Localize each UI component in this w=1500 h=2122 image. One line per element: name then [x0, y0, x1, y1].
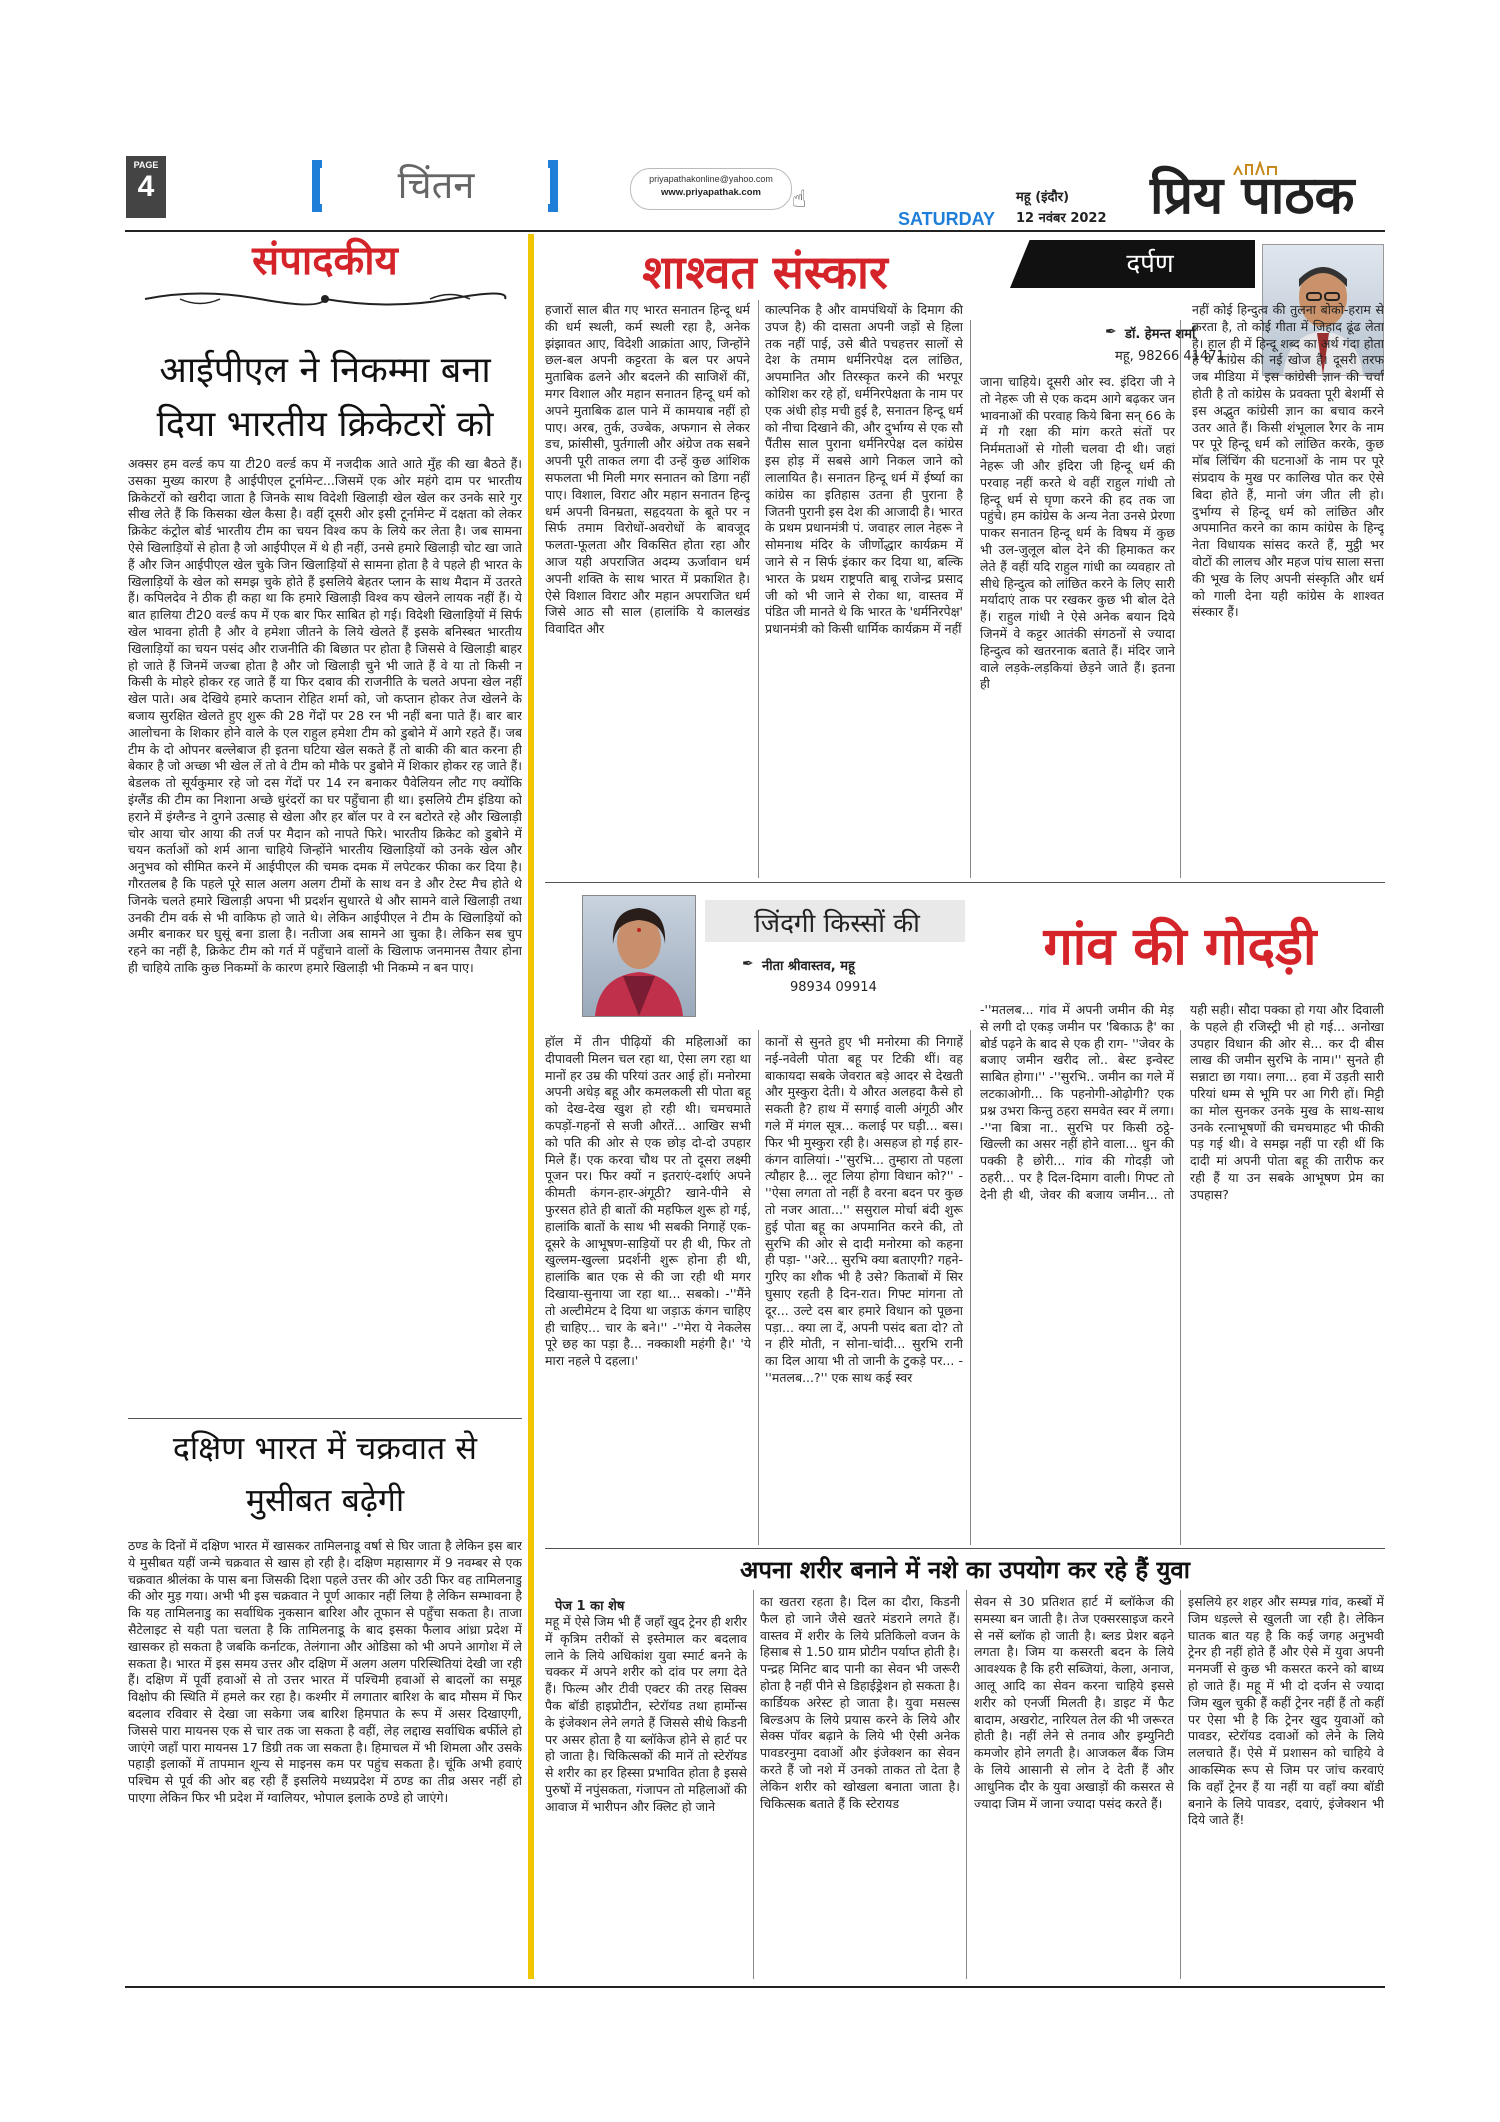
gaon-col3: -''मतलब... गांव में अपनी जमीन की मेड़ से लगी दो एकड़ जमीन पर 'बिकाऊ है' का बोर्ड पढ़ने के बाद से एक ही राग- ''जेवर के बजाए जमीन खरीद लो.. बेस्ट इन्वेस्ट साबित होगा।'' -''सुरभि.. जमीन का गले में लटकाओगी... कि पहनोगी-ओढ़ोगी? एक प्रश्न उभरा किन्तु ठहरा समवेत स्वर में लगा। -''ना बित्रा ना.. सुरभि पर किसी ठट्ठे-खिल्ली का असर नहीं होने वाला... धुन की पक्की है छोरी... गांव की गोदड़ी जो ठहरी... पर है दिल-दिमाग वाली। गिफ्ट तो देनी ही थी, जेवर की बजाय जमीन... तो यही सही। सौदा पक्का हो गया और दिवाली के पहले ही रजिस्ट्री भी हो गई... अनोखा उपहार विधान की ओर से... कर दी बीस लाख की जमीन सुरभि के नाम।'' सुनते ही सन्नाटा छा गया। लगा... हवा में उड़ती सारी परियां धम्म से भूमि पर आ गिरी हों। मिट्टी का मोल सुनकर उनके मुख के साथ-साथ उनके रत्नाभूषणों की चमचमाहट भी फीकी पड़ गई थी। वे समझ नहीं पा रही थीं कि दादी मां अपनी पोता बहू की तारीफ कर रही हैं या उन सबके आभूषण प्रेम का उपहास?: [980, 1002, 1384, 1202]
pen-icon-darpan: ✒: [1105, 324, 1117, 340]
editorial-label: संपादकीय: [252, 238, 398, 284]
weekday: SATURDAY: [898, 209, 996, 229]
gaon-col1: हॉल में तीन पीढ़ियों की महिलाओं का दीपावली मिलन चल रहा था, ऐसा लग रहा था मानों हर उम्र की परियां उतर आई हों। मनोरमा अपनी अधेड़ बहू और कमलकली सी पोता बहू को देख-देख खुश हो रही थी। चमचमाते कपड़ों-गहनों से सजी औरतें... आखिर सभी को पति की ओर से एक छोड़ दो-दो उपहार मिले हैं। एक करवा चौथ पर तो दूसरा लक्ष्मी पूजन पर। फिर क्यों न इतराएं-दर्शाएं अपने कीमती कंगन-हार-अंगूठी? खाने-पीने से फुरसत होते ही बातों की महफिल शुरू हो गई, हालांकि बातों के साथ भी सबकी निगाहें एक-दूसरे के आभूषण-साड़ियों पर ही थी, फिर तो खुल्लम-खुल्ला प्रदर्शनी शुरू होना ही थी, हालांकि बात एक से की जा रही थी मगर दिखाया-सुनाया जा रहा था... सबको। -''मैंने तो अल्टीमेटम दे दिया था जड़ाऊ कंगन चाहिए ही चाहिए... चार के बने।'' -''मेरा ये नेकलेस पूरे छह का पड़ा है... नक्काशी महंगी है।' 'ये मारा नहले पे दहला।': [545, 1034, 751, 1369]
darpan-col2: नहीं कोई हिन्दुत्व की तुलना बोको-हराम से करता है, तो कोई गीता में जिहाद ढूंढ लेता है। हाल ही में हिन्दू शब्द का अर्थ गंदा होता है ये कांग्रेस की नई खोज है। दूसरी तरफ जब मीडिया में इस कांग्रेसी ज्ञान की चर्चा होती है तो कांग्रेस के प्रवक्ता पूरी बेशर्मी से इस अद्भुत कांग्रेसी ज्ञान का बचाव करने उतर आते हैं। किसी शंभूलाल रैगर के नाम पर पूरे हिन्दू धर्म को लांछित करके, कुछ मॉब लिंचिंग की घटनाओं के नाम पर पूरे संप्रदाय के मुख पर कालिख पोत कर ऐसे बिदा होते हैं, मानो जंग जीत ली हो। दुर्भाग्य से हिन्दू धर्म को लांछित और अपमानित करने का काम कांग्रेस के हिन्दू नेता विधायक सांसद करते हैं, मुट्ठी भर वोटों की लालच और महज पांच साला सत्ता की भूख के लिए अपनी संस्कृति और धर्म को गाली देना यही कांग्रेस के शाश्वत संस्कार हैं।: [1192, 302, 1384, 620]
section-bracket-right: [548, 160, 558, 212]
weather-body: ठण्ड के दिनों में दक्षिण भारत में खासकर तामिलनाडू वर्षा से घिर जाता है लेकिन इस बार ये मुसीबत यहीं जन्मे चक्रवात से खास हो रही है। दक्षिण महासागर में 9 नवम्बर से एक चक्रवात श्रीलंका के पास बना जिसकी दिशा पहले उत्तर की ओर उठी फिर वह तामिलनाडु की ओर मुड़ गया। अभी भी इस चक्रवात ने पूर्ण आकार नहीं लिया है लेकिन सम्भावना है कि यह तामिलनाडु का सर्वाधिक नुकसान बारिश और तूफान से पहुँचा सकता है। ताजा सैटेलाइट से यही पता चलता है कि तामिलनाडू के बाद इसका फैलाव आंध्रा प्रदेश में खासकर हो सकता है जबकि कर्नाटक, तेलंगाना और ओडिसा को भी अपने आगोश में ले सकता है। भारत में इस समय उत्तर और दक्षिण में अलग अलग परिस्थितियां देखी जा रही हैं। दक्षिण में पूर्वी हवाओं से तो उत्तर भारत में पश्चिमी हवाओं से बादलों का समूह विक्षोप की स्थिति में हमले कर रहा है। कश्मीर में लगातार बारिश के बाद मौसम में फिर बदलाव रविवार से देखा जा सकेगा जब बारिश हिमपात के रूप में असर दिखाएगी, जिससे पारा मायनस एक से चार तक जा सकता है वहीं, लेह लद्दाख सर्वाधिक बर्फीले हो जाएंगे जहाँ पारा मायनस 17 डिग्री तक जा सकता है। हिमाचल में भी शिमला और उसके पहाड़ी इलाकों में तापमान शून्य से माइनस कम पर पहुंच सकता है। चूंकि अभी हवाएं पश्चिम से पूर्व की ओर बह रही हैं इसलिये मध्यप्रदेश में ठण्ड का तीव्र असर नहीं हो पाएगा लेकिन फिर भी प्रदेश में ग्वालियर, भोपाल इलाके ठण्डे हो जाएंगे।: [128, 1538, 522, 1805]
section-rule: [128, 1418, 522, 1419]
page-label: PAGE: [133, 160, 159, 170]
gaon-col2: कानों से सुनते हुए भी मनोरमा की निगाहें नई-नवेली पोता बहू पर टिकी थीं। वह बाकायदा सबके जेवरात बड़े आदर से देखती और मुस्कुरा देती। ये औरत अलहदा कैसे हो सकती है? हाथ में सगाई वाली अंगूठी और गले में मंगल सूत्र... कलाई पर घड़ी... बस। फिर भी मुस्कुरा रही है। असहज हो गई हार-कंगन वालियां। -''सुरभि... तुम्हारा तो पहला त्यौहार है... लूट लिया होगा विधान को?'' -''ऐसा लगता तो नहीं है वरना बदन पर कुछ तो नजर आता...'' ससुराल मोर्चा बंदी शुरू हुई पोता बहू का अपमानित करने की, तो सुरभि की ओर से दादी मनोरमा को कहना ही पड़ा- ''अरे... सुरभि क्या बताएगी? गहने-गुरिए का शौक भी है उसे? किताबों में सिर घुसाए रहती है दिन-रात। गिफ्ट मांगना तो दूर... उल्टे दस बार हमारे विधान को पूछना पड़ा... क्या ला दें, अपनी पसंद बता दो? तो न हीरे मोती, न सोना-चांदी... सुरभि रानी का दिल आया भी तो जानी के टुकड़े पर... -''मतलब...?'' एक साथ कई स्वर: [765, 1034, 963, 1385]
yuva-col3: सेवन से 30 प्रतिशत हार्ट में ब्लॉकेज की समस्या बन जाती है। तेज एक्सरसाइज करने से नसें ब्लॉक हो जाती है। ब्लड प्रेशर बढ़ने लगता है। जिम या कसरती बदन के लिये आवश्यक है कि हरी सब्जियां, केला, अनाज, आलू आदि का सेवन करना चाहिये इससे शरीर को एनर्जी मिलती है। डाइट में फैट बादाम, अखरोट, नारियल तेल की भी जरूरत होती है। नहीं लेने से तनाव और इम्युनिटी कमजोर होने लगती है। आजकल बैंक जिम के लिये आसानी से लोन दे देती हैं और आधुनिक दौर के युवा अखाड़ों की कसरत से ज्यादा जिम में जाना ज्यादा पसंद करते हैं।: [974, 1594, 1174, 1811]
masthead: प्रिय पाठक: [1150, 165, 1355, 226]
column-rule: [753, 1590, 754, 1979]
editorial-body: अक्सर हम वर्ल्ड कप या टी20 वर्ल्ड कप में नजदीक आते आते मुँह की खा बैठते हैं। उसका मुख्य कारण है आईपीएल टूर्नामेन्ट...जिसमें एक ओर महंगे दाम पर भारतीय क्रिकेटरों को खरीदा जाता है जिनके साथ विदेशी खिलाड़ी खेल खेल कर उनके सारे गुर सीख लेते हैं कि किसका खेल कैसा है। वहीं दूसरी ओर इसी टूर्नामेन्ट में दक्षता को लेकर क्रिकेट कंट्रोल बोर्ड भारतीय टीम का चयन विश्व कप के लिये कर लेता है। जब सामना ऐसे खिलाड़ियों से होता है जो आईपीएल में थे ही नहीं, उनसे हमारे खिलाड़ी चोट खा जाते हैं और जिन आईपीएल खेल चुके जिन खिलाड़ियों से सामना होता है वे पहले ही भारत के खिलाड़ियों के खेल को समझ चुके होते हैं इसलिये बेहतर प्लान के साथ मैदान में उतरते हैं। कपिलदेव ने ठीक ही कहा था कि हमारे खिलाड़ी विश्व कप खेलने लायक नहीं हैं। ये बात हालिया टी20 वर्ल्ड कप में एक बार फिर साबित हो गई। विदेशी खिलाड़ियों में सिर्फ खेल भावना होती है और वे हमेशा जीतने के लिये खेलते हैं इसके बनिस्बत भारतीय खिलाड़ियों का चयन पसंद और राजनीति की बिछात पर होता है जिससे वे खिलाड़ी बाहर हो जाते हैं जिनमें जज्बा होता है और जो खिलाड़ी चुने भी जाते हैं वे या तो किसी न किसी के मोहरे होकर रह जाते हैं या फिर दबाव की राजनीति के चलते अपना खेल नहीं खेल पाते। अब देखिये हमारे कप्तान रोहित शर्मा को, जो कप्तान होकर तेज खेलने के बजाय सुरक्षित खेलते हुए शुरू की 28 गेंदों पर 28 रन भी नहीं बना पाते हैं। बार बार आलोचना के शिकार होने वाले के एल राहुल हमेशा टीम को डुबोने में आगे रहते हैं। जब टीम के दो ओपनर बल्लेबाज ही इतना घटिया खेल सकते हैं तो बाकी की बात करना ही बेकार है जो अच्छा भी खेल लें तो वे टीम को मौके पर डुबोने में शिकार होकर रह जाते हैं। बेडलक तो सूर्यकुमार रहे जो दस गेंदों पर 14 रन बनाकर पैवेलियन लौट गए क्योंकि इंग्लैंड की टीम का निशाना अच्छे धुरंदरों का घर पहुँचाना ही था। इसलिये टीम इंडिया को हराने में इंग्लैन्ड ने दुगने उत्साह से खेला और हर बॉल पर वे रन बटोरते रहे और खिलाड़ी चोर आया चोर आया की तर्ज पर मैदान को नापते फिरे। भारतीय क्रिकेट को डुबोने में चयन कर्ताओं को शर्म आना चाहिये जिन्होंने भारतीय खिलाड़ियों को उनके खेल और अनुभव को सीमित करने में आईपीएल की चमक दमक में लपेटकर फीका कर दिया है। गौरतलब है कि पहले पूरे साल अलग अलग टीमों के साथ वन डे और टेस्ट मैच होते थे जिनके चलते हमारे खिलाड़ी अपना भी प्रदर्शन सुधारते थे और सामने वाले खिलाड़ी तथा उनकी टीम वर्क से भी वाकिफ हो जाते थे। लेकिन आईपीएल ने टीम के खिलाड़ियों को अमीर बनाकर घर घुसूं बना डाला है। नतीजा अब सामने आ चुका है। लेकिन सब चुप रहने का नहीं है, क्रिकेट टीम को गर्त में पहुँचाने वालों के खिलाफ जनमानस तैयार होना ही चाहिये ताकि कुछ निकम्मों के कारण हमारे खिलाड़ी भी निकम्मे न बन पाए।: [128, 456, 522, 975]
website[interactable]: www.priyapathak.com: [661, 187, 761, 198]
yuva-title: अपना शरीर बनाने में नशे का उपयोग कर रहे हैं युवा: [740, 1556, 1190, 1584]
yuva-col1: महू में ऐसे जिम भी हैं जहाँ खुद ट्रेनर ही शरीर में कृत्रिम तरीकों से इस्तेमाल कर बदलाव लाने के लिये अधिकांश युवा स्मार्ट बनने के चक्कर में अपने शरीर को दांव पर लगा देते हैं। फिल्म और टीवी एक्टर की तरह सिक्स पैक बॉडी हाइप्रोटीन, स्टेरॉयड तथा हार्मोन्स के इंजेक्शन लेने लगते हैं जिससे सीधे किडनी पर असर होता है या ब्लॉकेज होने से हार्ट पर हो जाता है। चिकित्सकों की मानें तो स्टेरॉयड से शरीर का हर हिस्सा प्रभावित होता है इससे पुरुषों में नपुंसकता, गंजापन तो महिलाओं की आवाज में भारीपन और क्लिट हो जाने: [545, 1614, 747, 1814]
page-badge: [126, 156, 166, 218]
column-rule: [758, 300, 759, 878]
shashwat-col1: हजारों साल बीत गए भारत सनातन हिन्दू धर्म की धर्म स्थली, कर्म स्थली रहा है, अनेक झंझावत आए, विदेशी आक्रांता आए, जिन्होंने छल-बल अपनी कट्टरता के बल पर अपने मुताबिक ढलने और बदलने की साजिशें कीं, मगर विशाल और महान सनातन हिन्दू धर्म को अपने मुताबिक ढाल पाने में कामयाब नहीं हो पाए। अरब, तुर्क, उज्बेक, अफगान से लेकर डच, फ्रांसीसी, पुर्तगाली और अंग्रेज तक सबने अपनी पूरी ताकत लगा दी उन्हें कुछ आंशिक सफलता भी मिली मगर सनातन को डिगा नहीं पाए। विशाल, विराट और महान सनातन हिन्दू धर्म अपनी विनम्रता, सहृदयता के बूते पर न सिर्फ तमाम विरोधों-अवरोधों के बावजूद फलता-फूलता और विकसित होता रहा और आज यही अपराजित अदम्य ऊर्जावान धर्म अपनी शक्ति के साथ भारत में प्रकाशित है। ऐसे विशाल विराट और महान अपराजित धर्म जिसे आठ सौ साल (हालांकि ये कालखंड विवादित और: [545, 302, 750, 637]
pointer-hand-icon: ☝: [792, 185, 807, 213]
header-rule: [125, 230, 1385, 232]
section-rule: [545, 1548, 1385, 1549]
shashwat-title: शाश्वत संस्कार: [642, 245, 888, 299]
zindagi-author: नीता श्रीवास्तव, महू: [762, 959, 855, 974]
zindagi-label: जिंदगी किस्सों की: [754, 909, 920, 939]
gaon-title: गांव की गोदड़ी: [1043, 917, 1317, 977]
column-rule: [970, 1030, 971, 1545]
footer-rule: [125, 1986, 1385, 1988]
page-number: 4: [137, 170, 155, 203]
darpan-label: दर्पण: [1126, 249, 1174, 279]
ornament-divider: [140, 288, 510, 310]
editorial-title: आईपीएल ने निकम्मा बना दिया भारतीय क्रिकेटरों को: [156, 350, 494, 445]
date: 12 नवंबर 2022: [1016, 211, 1107, 226]
zindagi-contact: 98934 09914: [790, 980, 877, 995]
flourish-icon: [140, 288, 510, 310]
yuva-col4: इसलिये हर शहर और सम्पन्न गांव, कस्बों में जिम धड़ल्ले से खुलती जा रही है। लेकिन घातक बात यह है कि कई जगह अनुभवी ट्रेनर ही नहीं होते हैं और ऐसे में युवा अपनी मनमर्जी से कुछ भी कसरत करने को बाध्य हो जाते हैं। महू में भी दो दर्जन से ज्यादा जिम खुल चुकी हैं कहीं ट्रेनर नहीं हैं तो कहीं पर ऐसा भी है कि ट्रेनर खुद युवाओं को पावडर, स्टेरॉयड दवाओं को लेने के लिये ललचाते हैं। ऐसे में प्रशासन को चाहिये वे आकस्मिक रूप से जिम पर जांच करवाएं कि वहाँ ट्रेनर हैं या नहीं या वहाँ क्या बॉडी बनाने के लिये पावडर, दवाएं, इंजेक्शन भी दिये जाते हैं!: [1188, 1594, 1384, 1828]
darpan-author: डॉ. हेमन्त शर्मा: [1125, 327, 1196, 342]
pen-icon-zindagi: ✒: [742, 956, 754, 972]
column-rule: [758, 1030, 759, 1545]
column-rule: [1180, 1590, 1181, 1979]
yuva-col2: का खतरा रहता है। दिल का दौरा, किडनी फैल हो जाने जैसे खतरे मंडराने लगते हैं। वास्तव में शरीर के लिये प्रतिकिलो वजन के हिसाब से 1.50 ग्राम प्रोटीन पर्याप्त होती है। पन्द्रह मिनिट बाद पानी का सेवन भी जरूरी होता है नहीं पीने से डिहाईड्रेशन हो सकता है। कार्डियक अरेस्ट हो जाता है। युवा मसल्स बिल्डअप के लिये प्रयास करने के लिये और सेक्स पॉवर बढ़ाने के लिये भी ऐसी अनेक पावडरनुमा दवाओं और इंजेक्शन का सेवन करते हैं जो नशे में उनको ताकत तो देता है लेकिन शरीर को खोखला बनाता जाता है। चिकित्सक बताते हैं कि स्टेरायड: [760, 1594, 960, 1811]
yuva-kicker: पेज 1 का शेष: [555, 1599, 625, 1614]
author-photo-zindagi: [582, 895, 696, 1017]
column-rule: [966, 1590, 967, 1979]
yellow-divider: [528, 234, 534, 1979]
email[interactable]: priyapathakonline@yahoo.com: [649, 174, 773, 184]
city: महू (इंदौर): [1016, 190, 1070, 205]
column-rule: [970, 320, 971, 878]
section-name: चिंतन: [397, 163, 475, 207]
portrait-woman: [583, 896, 695, 1016]
darpan-contact: महू, 98266 41471: [1115, 349, 1225, 364]
section-bracket-left: [312, 160, 322, 212]
weather-title: दक्षिण भारत में चक्रवात से मुसीबत बढ़ेगी: [172, 1429, 478, 1519]
darpan-col1: जाना चाहिये। दूसरी ओर स्व. इंदिरा जी ने तो नेहरू जी से एक कदम आगे बढ़कर जन भावनाओं की परवाह किये बिना सन् 66 के में गौ रक्षा की मांग करते संतों पर निर्ममताओं से गोली चलवा दी थी। जहां नेहरू जी और इंदिरा जी हिन्दू धर्म की परवाह नहीं करते थे वहीं राहुल गांधी तो हिन्दू धर्म से घृणा करने की हद तक जा पहुंचे। हम कांग्रेस के अन्य नेता उनसे प्रेरणा पाकर सनातन हिन्दू धर्म के विषय में कुछ भी उल-जुलूल बोल देने की हिमाकत कर लेते हैं वहीं यदि राहुल गांधी का व्यवहार तो सीधे हिन्दुत्व को लांछित करने के लिए सारी मर्यादाएं ताक पर रखकर कुछ भी बोल देते हैं। राहुल गांधी ने ऐसे अनेक बयान दिये जिनमें वे कट्टर आतंकी संगठनों से ज्यादा हिन्दुत्व को खतरनाक बताते हैं। मंदिर जाने वाले लड़के-लड़कियां छेड़ने जाते हैं। इतना ही: [980, 374, 1175, 692]
section-rule: [545, 882, 1385, 883]
contact-box: [630, 168, 792, 210]
column-rule: [1180, 320, 1181, 878]
shashwat-col2: काल्पनिक है और वामपंथियों के दिमाग की उपज है) की दासता अपनी जड़ों से हिला तक नहीं पाई, उसे बीते पचहत्तर सालों से देश के तमाम धर्मनिरपेक्ष दल लांछित, अपमानित और तिरस्कृत करने की भरपूर कोशिश कर रहे हों, धर्मनिरपेक्षता के नाम पर एक अंधी होड़ मची हुई है, सनातन हिन्दू धर्म को नीचा दिखाने की, और दुर्भाग्य से एक सौ पैंतीस साल पुराना धर्मनिरपेक्ष दल कांग्रेस इस होड़ में सबसे आगे निकल जाने को लालायित है। सनातन हिन्दू धर्म में ईर्ष्या का कांग्रेस का इतिहास उतना ही पुराना है जितनी पुरानी इस देश की आजादी है। भारत के प्रथम प्रधानमंत्री पं. जवाहर लाल नेहरू ने सोमनाथ मंदिर के जीर्णोद्धार कार्यक्रम में जाने से न सिर्फ इंकार कर दिया था, बल्कि भारत के प्रथम राष्ट्रपति बाबू राजेन्द्र प्रसाद जी को भी जाने से रोका था, वास्तव में पंडित जी मानते थे कि भारत के 'धर्मनिरपेक्ष' प्रधानमंत्री को किसी धार्मिक कार्यक्रम में नहीं: [765, 302, 963, 637]
